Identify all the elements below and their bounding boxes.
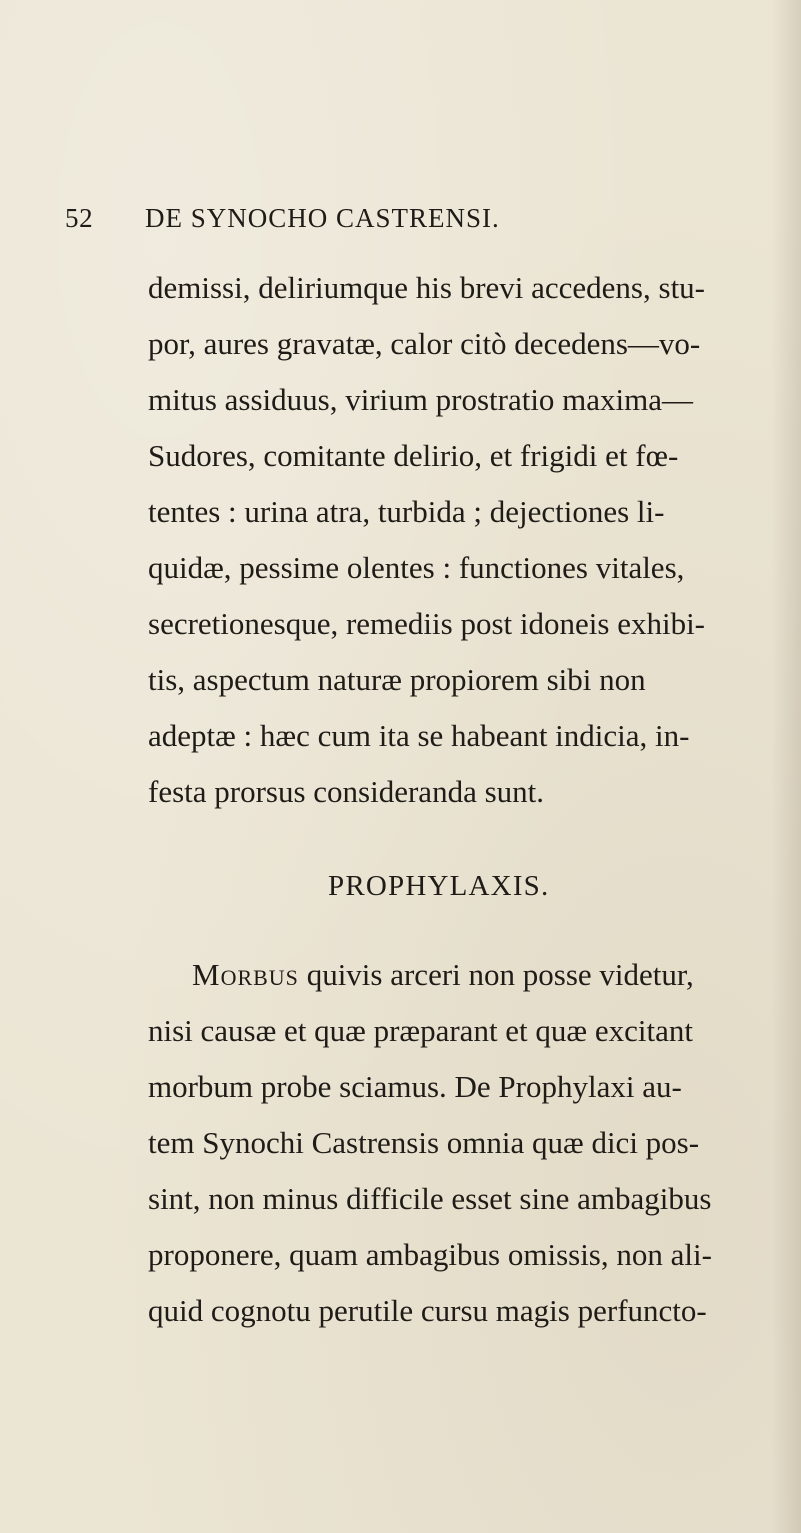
- page-number: 52: [65, 203, 94, 233]
- text-line: tis, aspectum naturæ propiorem sibi non: [148, 662, 646, 697]
- running-title: DE SYNOCHO CASTRENSI.: [145, 203, 500, 233]
- text-line: mitus assiduus, virium prostratio maxima—: [148, 382, 694, 417]
- text-line: secretionesque, remediis post idoneis exhibi-: [148, 606, 706, 641]
- text-line: adeptæ : hæc cum ita se habeant indicia, in-: [148, 718, 690, 753]
- text-line: sint, non minus difficile esset sine ambagibus: [148, 1181, 712, 1216]
- text-line: quid cognotu perutile cursu magis perfuncto-: [148, 1293, 707, 1328]
- text-line: festa prorsus consideranda sunt.: [148, 774, 545, 809]
- text-line: tem Synochi Castrensis omnia quæ dici pos-: [148, 1125, 700, 1160]
- text-line: nisi causæ et quæ præparant et quæ excitant: [148, 1013, 693, 1048]
- initial-word: Morbus: [192, 957, 299, 992]
- text-line: proponere, quam ambagibus omissis, non ali-: [148, 1237, 712, 1272]
- text-line: por, aures gravatæ, calor citò decedens—vo-: [148, 326, 701, 361]
- text-line: demissi, deliriumque his brevi accedens, stu-: [148, 270, 706, 305]
- text-line: morbum probe sciamus. De Prophylaxi au-: [148, 1069, 682, 1104]
- text-line: quidæ, pessime olentes : functiones vitales,: [148, 550, 685, 585]
- first-line-rest: quivis arceri non posse videtur,: [298, 957, 694, 992]
- text-line: tentes : urina atra, turbida ; dejectiones li-: [148, 494, 665, 529]
- page-header: [65, 203, 785, 243]
- section-heading: PROPHYLAXIS.: [328, 870, 550, 902]
- text-line: Sudores, comitante delirio, et frigidi et fœ-: [148, 438, 679, 473]
- text-line-first: [192, 955, 694, 995]
